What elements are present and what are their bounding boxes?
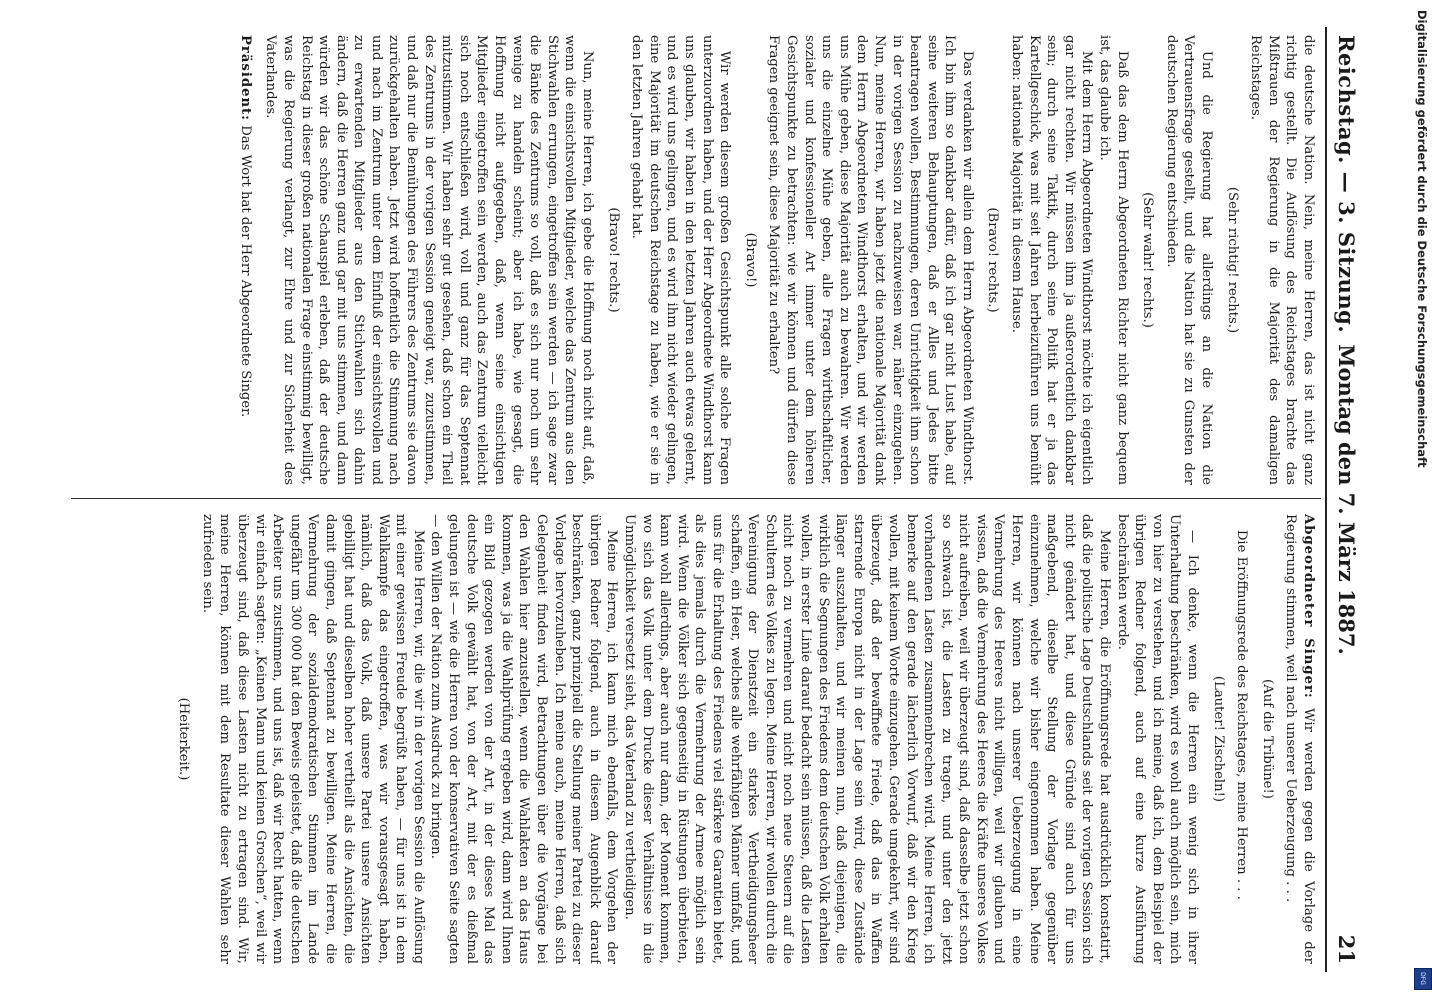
- paragraph: [1282, 514, 1317, 964]
- paragraph-gap: [254, 35, 262, 485]
- header-session: Reichstag. — 3. Sitzung.: [1334, 35, 1359, 334]
- paragraph: [628, 35, 734, 485]
- page-number: 21: [1334, 934, 1359, 964]
- interjection: [604, 35, 622, 485]
- interjection: [1209, 514, 1227, 964]
- interjection: [175, 514, 193, 964]
- paragraph-text: Wir werden diesem großen Gesichtspunkt alle solche Fragen unterzuordnen haben, und der Herr Abgeordnete Windthorst kann uns glauben, wir haben in den letzten Jahren auch etwas gelernt, und es wird uns gelingen, und es wird ihm nicht wieder gelingen, eine Majorität im deutschen Reichstage zu haben, wie er sie in den letzten Jahren gehabt hat.: [629, 35, 733, 485]
- interjection: [984, 35, 1002, 485]
- interjection-text: (Sehr wahr! rechts.): [1140, 192, 1156, 328]
- interjection: [1139, 35, 1157, 485]
- paragraph: [427, 514, 621, 964]
- paragraph-text: Mit dem Herrn Abgeordneten Windthorst möchte ich eigentlich gar nicht rechten. Wir müssen ihm ja außerordentlich dankbar sein; durch seine Taktik, durch seine Politik hat er ja das Kartellgeschick, was mit seit Jahren herbeizuführen uns bemüht haben: nationale Majorität in diesem Hause.: [1009, 35, 1095, 485]
- paragraph-text: Wir werden gegen die Vorlage der Regierung stimmen, weil nach unserer Ueberzeugung . . .: [1283, 514, 1316, 964]
- paragraph: [262, 35, 596, 485]
- speaker-name: Präsident:: [237, 35, 253, 122]
- paragraph: [1008, 35, 1096, 485]
- paragraph-text: Daß das dem Herrn Abgeordneten Richter nicht ganz bequem ist, das glaube ich.: [1097, 35, 1130, 485]
- left-column: [67, 35, 1317, 485]
- digitization-credit: Digitalisierung gefördert durch die Deutsche Forschungsgemeinschaft: [1415, 10, 1429, 468]
- interjection: [1223, 35, 1241, 485]
- paragraph-text: Die Eröffnungsrede des Reichstages, meine Herren . . .: [1234, 529, 1250, 900]
- paragraph: [1113, 514, 1201, 964]
- paragraph: [236, 35, 254, 485]
- interjection: [1258, 514, 1276, 964]
- paragraph: [1233, 514, 1251, 964]
- interjection-text: (Heiterkeit.): [176, 697, 192, 781]
- interjection-text: (Bravo!): [742, 232, 758, 288]
- interjection-text: (Auf die Tribüne!): [1259, 679, 1275, 799]
- paragraph: [198, 514, 427, 964]
- paragraph-text: Nun, meine Herren, ich gebe die Hoffnung noch nicht auf, daß, wenn die einsichtsvollen Mitglieder, welche das Zentrum aus den Stichwahlen errungen, eingetroffen sein werden — ich sage zwar die Bänke des Zentrums so voll, daß es sich nur noch um sehr wenige zu handeln scheint; aber ich habe, wie gesagt, die Hoffnung nicht aufgegeben, daß, wenn seine einsichtigen Mitglieder eingetroffen sein werden, auch das Zentrum vielleicht sich noch entschließen wird, voll und ganz für das Septennat mitzustimmen. Wir haben sehr gut gesehen, daß schon ein Theil des Zentrums in der vorigen Session geneigt war, zuzustimmen, und daß nur die Bemühungen des Führers des Zentrums sie davon zurückgehalten haben. Jetzt wird hoffentlich die Stimmung nach und nach im Zentrum unter dem Einfluß der einsichtsvollen und zu erwartenden Mitglieder aus den Stichwahlen sich dahin ändern, daß die Herren ganz und gar mit uns stimmen, und dann würden wir das schöne Schauspiel erleben, daß der deutsche Reichstag in dieser großen nationalen Frage einstimmig bewilligt, was die Regierung verlangt, zur Ehre und zur Sicherheit des Vaterlandes.: [263, 35, 596, 485]
- paragraph-text: — Ich denke, wenn die Herren ein wenig sich in ihrer Unterhaltung beschränken, wird es wohl auch möglich sein, mich von hier zu verstehen, und ich meine, daß ich, dem Beispiel der übrigen Redner folgend, auch auf eine kurze Ausführung beschränken werde.: [1114, 514, 1201, 964]
- paragraph-text: Meine Herren, wir, die wir in der vorigen Session die Auflösung mit einer gewissen Freude begrüßt haben, — für uns ist in dem Wahlkampfe das eingetroffen, was wir vorausgesagt haben, nämlich, daß das Volk, daß unsere Partei unsere Ansichten gebilligt hat und dieselben hoher vertheilt als die Ansichten, die damit gingen, daß Septennat zu bewilligen. Meine Herren, die Vermehrung der sozialdemokratischen Stimmen im Lande ungefähr um 300 000 hat den Beweis geleistet, daß die deutschen Arbeiter uns zustimmen, und uns ist, daß wir Recht hatten, wenn wir einfach sagten: „Keinen Mann und keinen Groschen“, weil wir überzeugt sind, daß diese Lasten nicht zu ertragen sind. Wir, meine Herren, können mit dem Resultate dieser Wahlen sehr zufrieden sein.: [199, 514, 426, 964]
- interjection-text: (Sehr richtig! rechts.): [1224, 186, 1240, 334]
- interjection: [741, 35, 759, 485]
- paragraph: [620, 514, 1113, 964]
- paragraph: [1095, 35, 1130, 485]
- page-header: [1333, 27, 1365, 972]
- dfg-logo-text: DFG: [1418, 972, 1426, 985]
- paragraph: [765, 35, 976, 485]
- right-column: [67, 514, 1317, 964]
- paragraph: [1247, 35, 1317, 485]
- interjection-text: (Lauter! Zischeln!): [1210, 675, 1226, 803]
- paragraph: [1162, 35, 1215, 485]
- dfg-logo: [1414, 968, 1432, 990]
- speaker-name: Abgeordneter Singer:: [1301, 514, 1316, 699]
- paragraph-text: Das Wort hat der Herr Abgeordnete Singer.: [237, 125, 253, 418]
- header-rule: [1325, 27, 1327, 972]
- header-date: Montag den 7. März 1887.: [1334, 344, 1359, 655]
- digitization-sidebar: [1412, 0, 1432, 1000]
- interjection-text: (Bravo! rechts.): [605, 207, 621, 313]
- paragraph-text: Das verdanken wir allein dem Herrn Abgeordneten Windthorst. Ich bin ihm so dankbar dafür, daß ich gar nicht Lust habe, auf seine weiteren Behauptungen, daß er Alles und Jedes bitte beantragen wollen, Bestimmungen, deren Unrichtigkeit ihm schon in der vorigen Session zu nachzuweisen war, näher einzugehen. Nun, meine Herren, wir haben jetzt die nationale Majorität dank dem Herrn Abgeordneten Windthorst erhalten, und wir werden uns Mühe geben, diese Majorität auch zu bewahren. Wir werden uns die einzelne Mühe geben, alle Fragen wirthschaftlicher, sozialer und konfessioneller Art immer unter dem höheren Gesichtspunkte zu betrachten: wie wir können und dürfen diese Fragen geeignet sein, diese Majorität zu erhalten?: [766, 35, 975, 485]
- paragraph-text: Meine Herren, ich kann mich ebenfalls, dem Vorgehen der übrigen Redner folgend, auch in diesem Augenblick darauf beschränken, ganz prinzipiell die Stellung meiner Partei zu dieser Vorlage hervorzuheben. Ich meine auch, meine Herren, daß sich Gelegenheit finden wird, Betrachtungen über die Vorgänge bei den Wahlen hier anzustellen, wenn die Wahlakten an das Haus kommen, was ja die Wahlprüfung ergeben wird, dann wird Ihnen ein Bild gezogen werden von der Art, in der dieses Mal das deutsche Volk gewählt hat, von der Art, mit der es dießmal gelungen ist — wie die Herren von der konservativen Seite sagten — den Willen der Nation zum Ausdruck zu bringen.: [428, 514, 620, 964]
- sidebar-credit-wrap: [1412, 0, 1432, 1000]
- column-divider: [71, 498, 1321, 499]
- paragraph-text: Und die Regierung hat allerdings an die Nation die Vertrauensfrage gestellt, und die Nation hat sie zu Gunsten der deutschen Regierung entschieden.: [1163, 35, 1215, 485]
- paragraph-text: Meine Herren, die Eröffnungsrede hat ausdrücklich konstatirt, daß die politische Lage Deutschlands seit der vorigen Session sich nicht geändert hat, und diese Gründe sind auch für uns maßgebend, dieselbe Stellung der Vorlage gegenüber einzunehmen, welche wir bisher eingenommen haben. Meine Herren, wir können nach unserer Ueberzeugung in eine Vermehrung des Heeres nicht willigen, weil wir glauben und wissen, daß die Vermehrung des Heeres die Kräfte unseres Volkes nicht aufreiben, weil wir überzeugt sind, daß dasselbe jetzt schon so schwach ist, die Lasten zu tragen, und unter den jetzt vorhandenen Lasten zusammenbrechen wird. Meine Herren, ich bemerke auf den gerade lächerlich Vorwurf, daß wir den Krieg wollen, mit keinem Worte einzugehen. Gerade umgekehrt, wir sind überzeugt, daß der bewaffnete Friede, daß das in Waffen starrende Europa nicht in der Lage sein wird, diese Zustände länger auszuhalten, und wir meinen nun, daß diejenigen, die wirklich die Segnungen des Friedens dem deutschen Volk erhalten wollen, in erster Linie darauf bedacht sein müssen, daß die Lasten nicht noch zu vermehren und nicht noch neue Steuern auf die Schultern des Volkes zu legen. Meine Herren, wir wollen durch die Vereinigung der Dienstzeit ein starkes Vertheidigungsheer schaffen, ein Heer, welches alle wehrfähigen Männer umfaßt, und uns für die Erhaltung des Friedens viel stärkere Garantien bietet, als dies jemals durch die Vermehrung der Armee möglich sein wird. Wenn die Völker sich gegenseitig in Rüstungen überbieten, kann wohl allerdings, aber auch nur dann, der Moment kommen, wo sich das Volk unter dem Drucke dieser Verhältnisse in die Unmöglichkeit versetzt sieht, das Vaterland zu vertheidigen.: [622, 514, 1113, 964]
- paragraph-text: die deutsche Nation. Nein, meine Herren, das ist nicht ganz richtig gestellt. Die Auflösung des Reichstages brachte das Mißtrauen der Regierung in die Majorität des damaligen Reichstages.: [1248, 35, 1316, 485]
- rotated-page-body: [55, 27, 1365, 972]
- interjection-text: (Bravo! rechts.): [985, 207, 1001, 313]
